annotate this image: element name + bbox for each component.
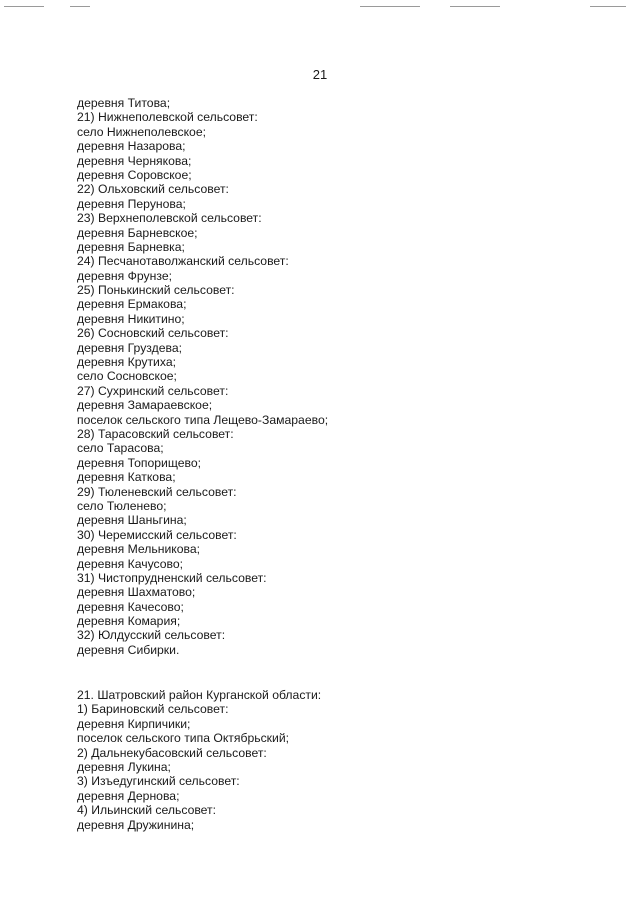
- list-line: село Тюленево;: [77, 498, 167, 513]
- settlement-list-continued: [77, 96, 617, 657]
- list-line: деревня Дернова;: [77, 788, 180, 803]
- scan-artifact: [4, 6, 44, 7]
- list-line: 2) Дальнекубасовский сельсовет:: [77, 745, 267, 760]
- list-line: деревня Топорищево;: [77, 455, 202, 470]
- scan-artifact: [360, 6, 420, 7]
- scan-artifact: [70, 6, 90, 7]
- list-line: деревня Дружинина;: [77, 817, 195, 832]
- list-line: деревня Замараевское;: [77, 398, 213, 413]
- list-line: село Сосновское;: [77, 369, 177, 384]
- page-number: 21: [312, 67, 328, 82]
- list-line: 3) Изъедугинский сельсовет:: [77, 774, 240, 789]
- district-section: [77, 688, 617, 832]
- list-line: деревня Качусово;: [77, 556, 184, 571]
- list-line: 1) Бариновский сельсовет:: [77, 702, 229, 717]
- list-line: деревня Ермакова;: [77, 297, 187, 312]
- list-line: 32) Юлдусский сельсовет:: [77, 628, 226, 643]
- list-line: 21) Нижнеполевской сельсовет:: [77, 110, 258, 125]
- list-line: деревня Никитино;: [77, 311, 185, 326]
- list-line: деревня Крутиха;: [77, 355, 176, 370]
- list-line: 25) Понькинский сельсовет:: [77, 283, 235, 298]
- list-line: 22) Ольховский сельсовет:: [77, 182, 229, 197]
- list-line: деревня Барневка;: [77, 239, 185, 254]
- list-line: 23) Верхнеполевской сельсовет:: [77, 211, 262, 226]
- list-line: 26) Сосновский сельсовет:: [77, 326, 229, 341]
- list-line: деревня Шахматово;: [77, 585, 196, 600]
- list-line: деревня Сибирки.: [77, 642, 180, 657]
- scan-artifact: [450, 6, 500, 7]
- list-line: деревня Лукина;: [77, 759, 171, 774]
- list-line: деревня Каткова;: [77, 470, 176, 485]
- list-line: 27) Сухринский сельсовет:: [77, 383, 229, 398]
- list-line: 28) Тарасовский сельсовет:: [77, 426, 234, 441]
- list-line: деревня Комария;: [77, 614, 181, 629]
- list-line: 24) Песчанотаволжанский сельсовет:: [77, 254, 289, 269]
- list-line: деревня Шаньгина;: [77, 513, 187, 528]
- list-line: село Тарасова;: [77, 441, 164, 456]
- list-line: деревня Кирпичики;: [77, 716, 191, 731]
- list-line: деревня Соровское;: [77, 167, 192, 182]
- list-line: 29) Тюленевский сельсовет:: [77, 484, 237, 499]
- list-line: поселок сельского типа Лещево-Замараево;: [77, 412, 329, 427]
- district-heading: 21. Шатровский район Курганской области:: [77, 688, 322, 702]
- list-line: 31) Чистопрудненский сельсовет:: [77, 570, 267, 585]
- list-line: 30) Черемисский сельсовет:: [77, 527, 237, 542]
- list-line: поселок сельского типа Октябрьский;: [77, 731, 290, 746]
- scan-artifact: [590, 6, 626, 7]
- list-line: деревня Чернякова;: [77, 153, 192, 168]
- list-line: 4) Ильинский сельсовет:: [77, 803, 217, 818]
- list-line: деревня Фрунзе;: [77, 268, 172, 283]
- list-line: деревня Качесово;: [77, 599, 184, 614]
- list-line: деревня Барневское;: [77, 225, 198, 240]
- list-line: деревня Титова;: [77, 96, 171, 110]
- list-line: деревня Назарова;: [77, 139, 186, 154]
- list-line: деревня Груздева;: [77, 340, 182, 355]
- list-line: деревня Перунова;: [77, 196, 186, 211]
- list-line: деревня Мельникова;: [77, 542, 201, 557]
- list-line: село Нижнеполевское;: [77, 124, 206, 139]
